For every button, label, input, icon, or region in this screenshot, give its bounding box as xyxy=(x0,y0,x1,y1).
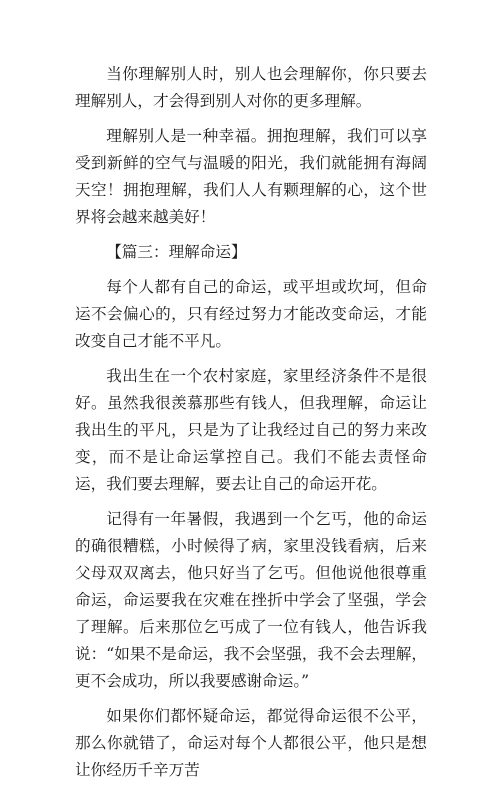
paragraph: 如果你们都怀疑命运，都觉得命运很不公平，那么你就错了，命运对每个人都很公平，他只是想让你经历千辛万苦 xyxy=(75,707,427,779)
paragraph: 每个人都有自己的命运，或平坦或坎坷，但命运不会偏心的，只有经过努力才能改变命运，才能改变自己才能不平凡。 xyxy=(75,278,427,350)
article-body xyxy=(75,61,427,792)
paragraph: 我出生在一个农村家庭，家里经济条件不是很好。虽然我很羡慕那些有钱人，但我理解，命运让我出生的平凡，只是为了让我经过自己的努力来改变，而不是让命运掌控自己。我们不能去责怪命运，我们要去理解，要去让自己的命运开花。 xyxy=(75,367,427,493)
section-heading: 【篇三：理解命运】 xyxy=(106,243,247,261)
paragraph: 记得有一年暑假，我遇到一个乞丐，他的命运的确很糟糕，小时候得了病，家里没钱看病，后来父母双双离去，他只好当了乞丐。但他说他很尊重命运，命运要我在灾难在挫折中学会了坚强，学会了理解。后来那位乞丐成了一位有钱人，他告诉我说：“如果不是命运，我不会坚强，我不会去理解，更不会成功，所以我要感谢命运。” xyxy=(75,510,427,690)
paragraph: 当你理解别人时，别人也会理解你，你只要去理解别人，才会得到别人对你的更多理解。 xyxy=(75,65,427,110)
paragraph: 理解别人是一种幸福。拥抱理解，我们可以享受到新鲜的空气与温暖的阳光，我们就能拥有海阔天空！拥抱理解，我们人人有颗理解的心，这个世界将会越来越美好！ xyxy=(75,127,427,226)
